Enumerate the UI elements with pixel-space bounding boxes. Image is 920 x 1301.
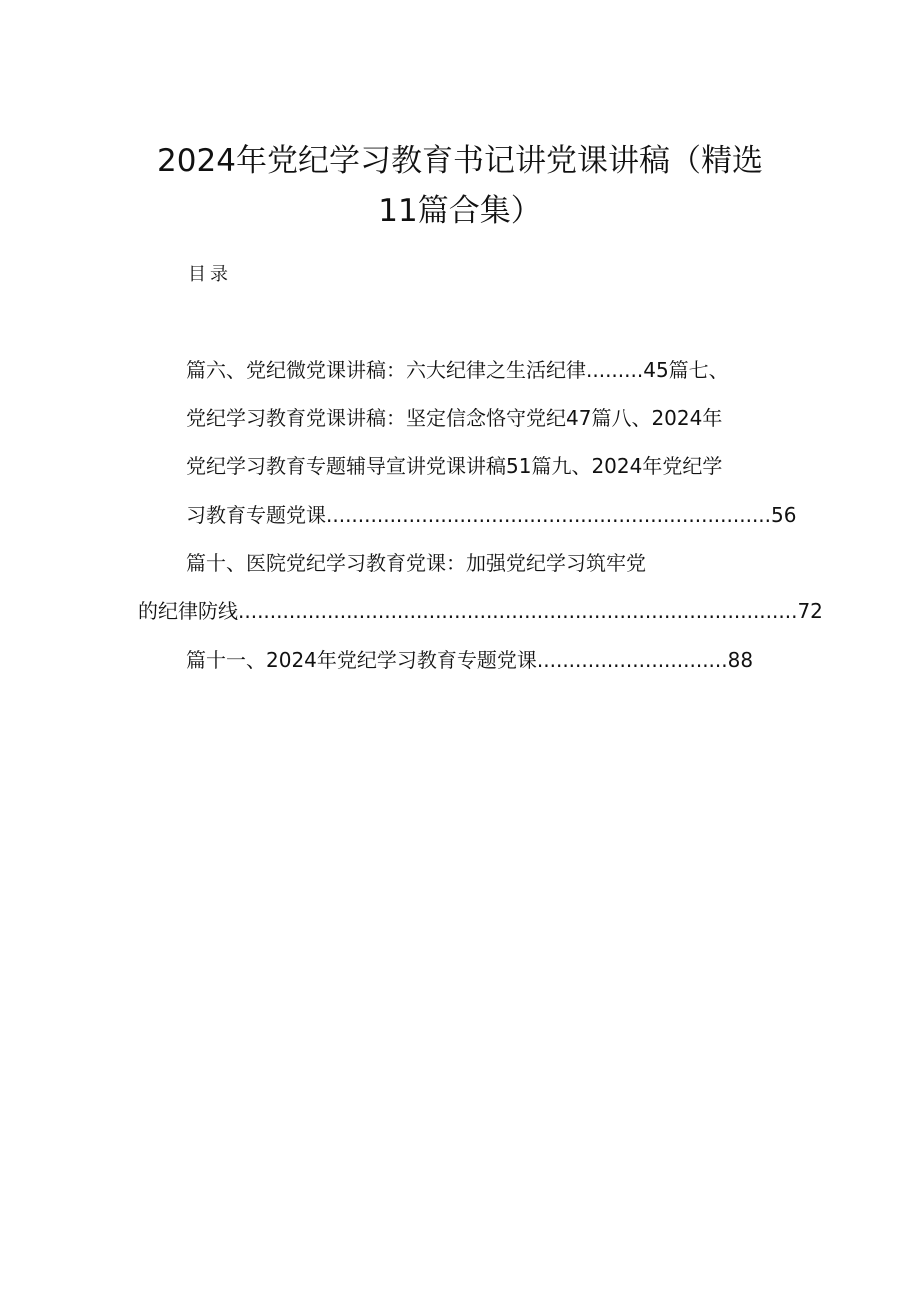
toc-line-5: 篇十、医院党纪学习教育党课：加强党纪学习筑牢党 [186,551,646,575]
document-title-line-2: 11篇合集） [378,193,542,229]
toc-line-6: 的纪律防线........................................................................................72 [138,599,823,623]
table-of-contents-label: 目录 [188,264,232,285]
toc-line-2: 党纪学习教育党课讲稿：坚定信念恪守党纪47篇八、2024年 [186,406,723,430]
toc-line-1: 篇六、党纪微党课讲稿：六大纪律之生活纪律.........45篇七、 [186,358,729,382]
toc-line-7: 篇十一、2024年党纪学习教育专题党课..............................88 [186,648,754,672]
document-title-line-1: 2024年党纪学习教育书记讲党课讲稿（精选 [157,143,763,179]
document-title [120,136,800,236]
toc-line-3: 党纪学习教育专题辅导宣讲党课讲稿51篇九、2024年党纪学 [186,454,723,478]
toc-line-4: 习教育专题党课......................................................................56 [186,503,797,527]
